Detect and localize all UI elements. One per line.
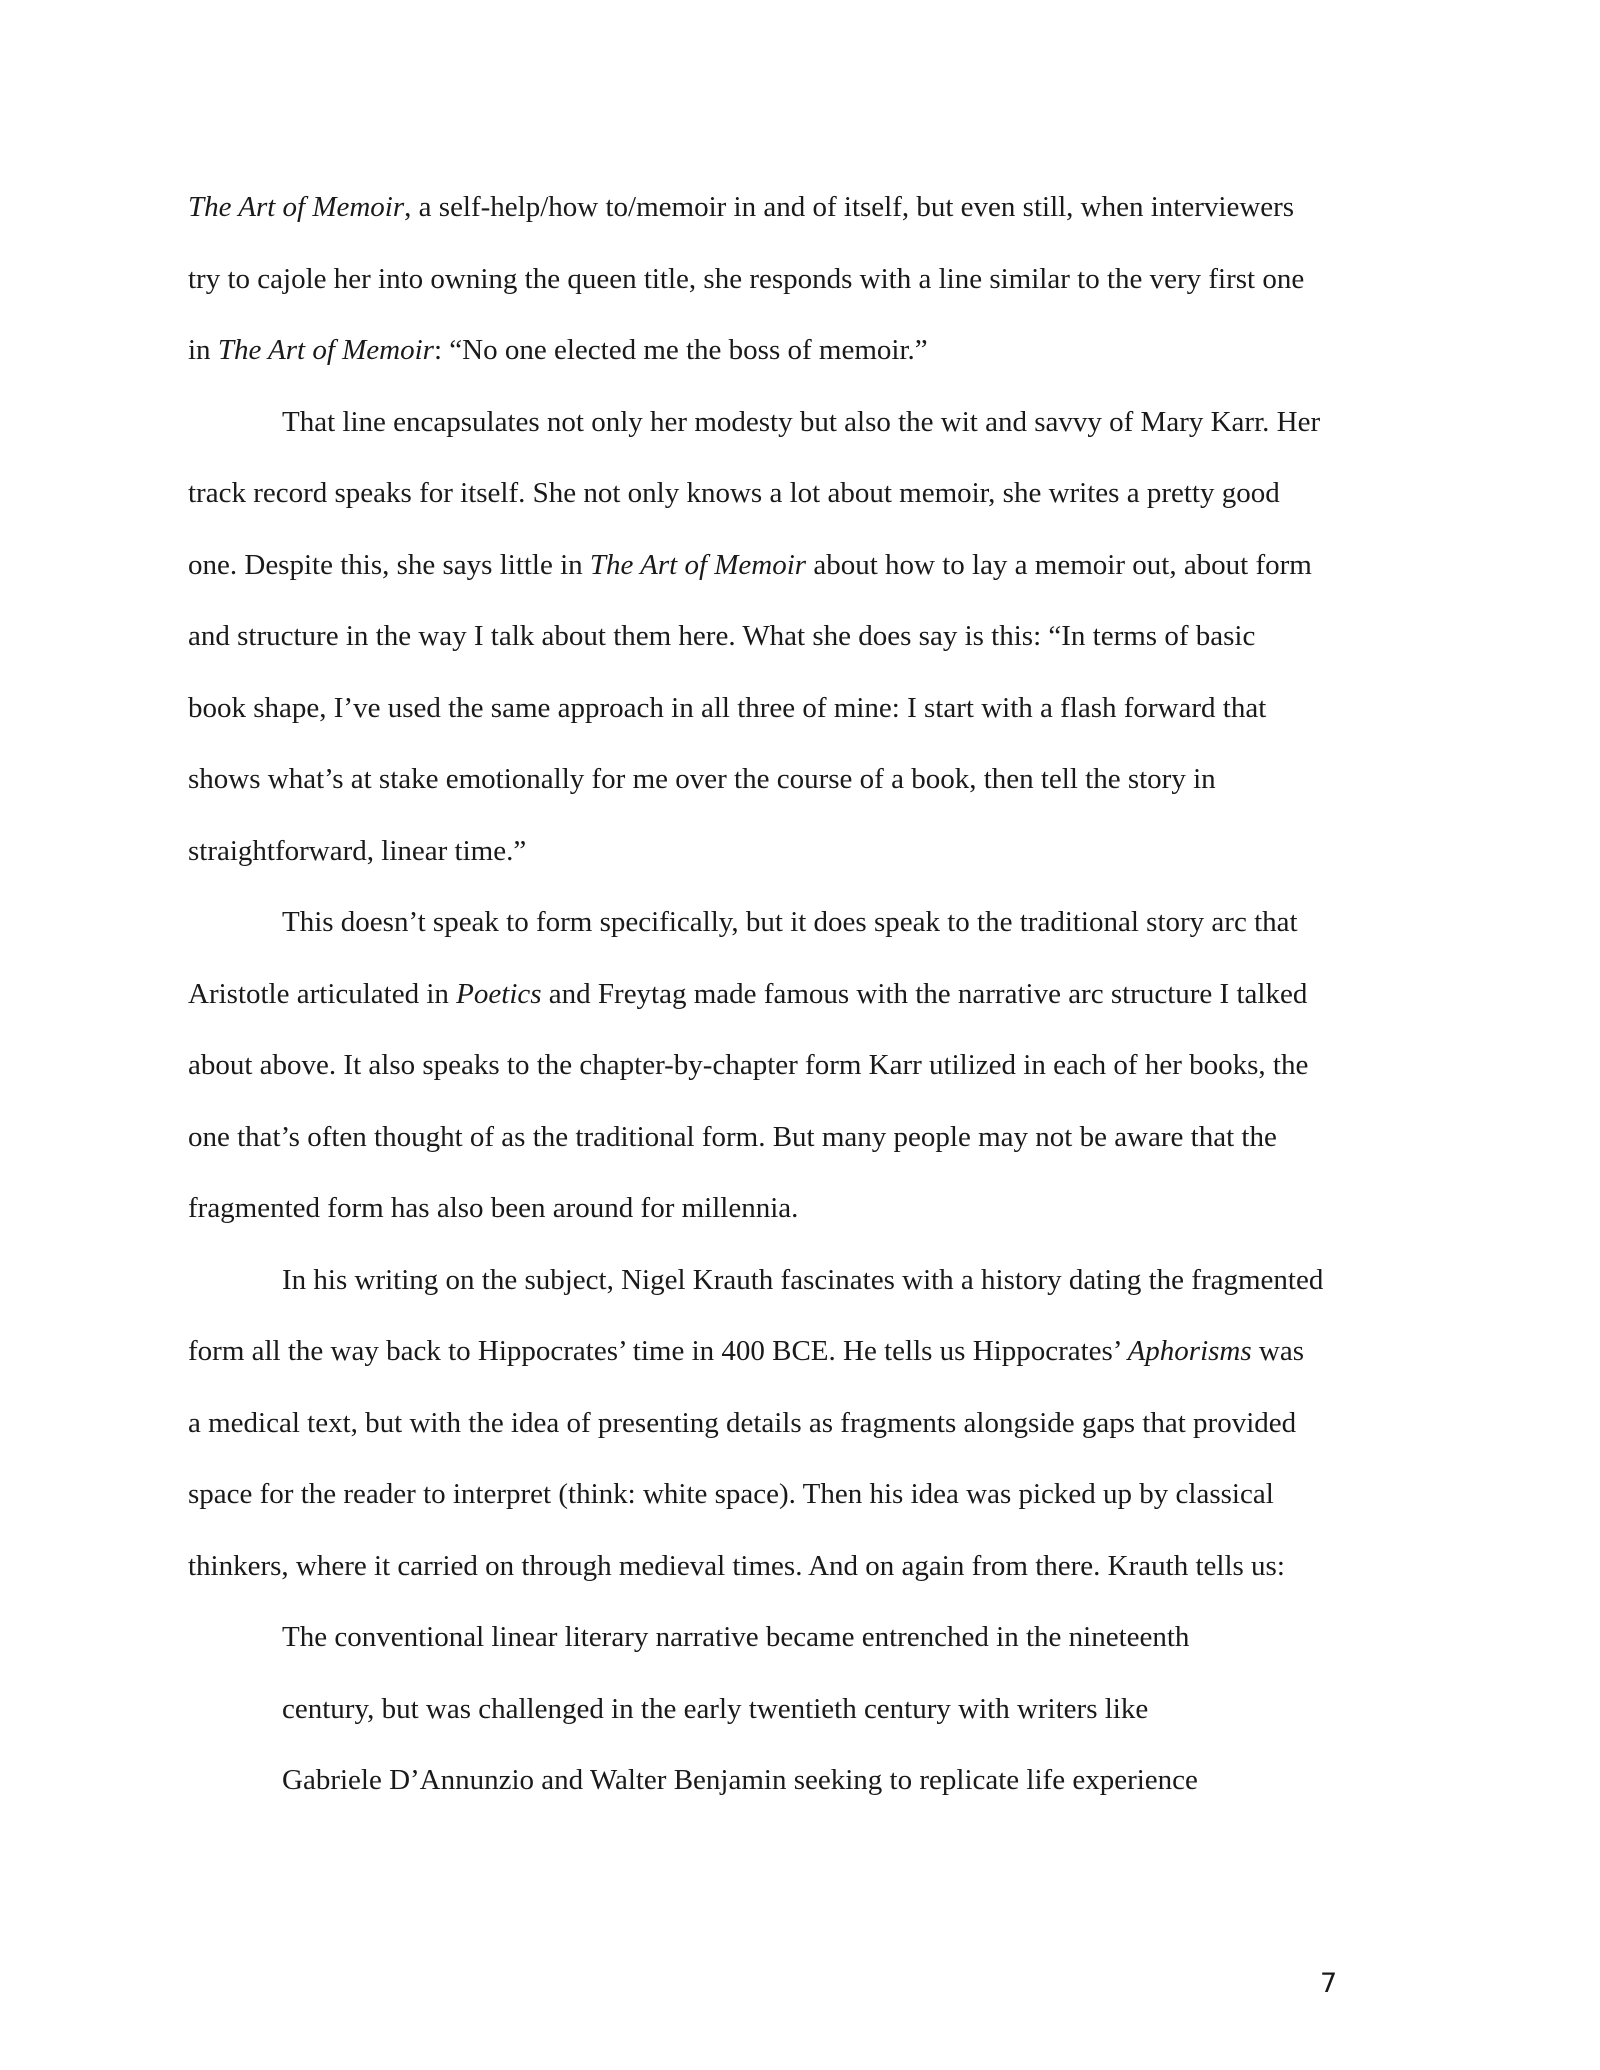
text-run: try to cajole her into owning the queen title, she responds with a line similar to the very first one [188,262,1305,295]
paragraph-line [188,1474,1274,1514]
text-run: fragmented form has also been around for millennia. [188,1192,799,1224]
text-run: book shape, I’ve used the same approach in all three of mine: I start with a flash forward that [188,691,1267,724]
paragraph-line [282,1260,1323,1300]
text-run: one that’s often thought of as the traditional form. But many people may not be aware that the [188,1120,1277,1153]
paragraph-line [188,187,1294,227]
text-run: form all the way back to Hippocrates’ time in 400 BCE. He tells us Hippocrates’ [188,1335,1128,1367]
block-quote-line [282,1617,1189,1657]
text-run: shows what’s at stake emotionally for me over the course of a book, then tell the story in [188,763,1216,795]
paragraph-line [188,1331,1304,1371]
italic-title: The Art of Memoir [188,191,405,223]
text-run: a medical text, but with the idea of presenting details as fragments alongside gaps that provided [188,1406,1297,1439]
text-run: , a self-help/how to/memoir in and of itself, but even still, when interviewers [404,191,1295,223]
text-run: and Freytag made famous with the narrative arc structure I talked [541,977,1308,1010]
paragraph-line [188,1403,1296,1443]
text-run: in [188,334,218,366]
paragraph-line [188,473,1280,513]
paragraph-line [282,402,1320,442]
text-run: space for the reader to interpret (think: white space). Then his idea was picked up by classical [188,1478,1274,1510]
paragraph-line [188,616,1255,656]
italic-title: Poetics [456,977,542,1010]
text-run: In his writing on the subject, Nigel Krauth fascinates with a history dating the fragmented [282,1263,1324,1296]
page-number: 7 [1320,1968,1338,1999]
text-run: and structure in the way I talk about them here. What she does say is this: “In terms of basic [188,620,1256,652]
paragraph-line [188,545,1312,585]
text-run: about how to lay a memoir out, about form [806,548,1312,581]
paragraph-line [188,330,928,370]
paragraph-line [188,974,1307,1014]
text-run: That line encapsulates not only her modesty but also the wit and savvy of Mary Karr. Her [282,405,1321,438]
paragraph-line [188,1045,1308,1085]
text-run: about above. It also speaks to the chapter-by-chapter form Karr utilized in each of her books, the [188,1049,1309,1081]
paragraph-line [188,1188,798,1228]
text-run: Aristotle articulated in [188,977,457,1010]
text-run: straightforward, linear time.” [188,834,527,867]
block-quote-line [282,1760,1198,1800]
paragraph-line [188,1117,1277,1157]
block-quote-line [282,1689,1148,1729]
text-run: track record speaks for itself. She not only knows a lot about memoir, she writes a pretty good [188,477,1280,509]
paragraph-line [188,688,1266,728]
text-run: thinkers, where it carried on through medieval times. And on again from there. Krauth tells us: [188,1549,1285,1582]
paragraph-line [188,831,526,871]
text-run: century, but was challenged in the early twentieth century with writers like [282,1692,1149,1725]
text-run: was [1251,1335,1305,1367]
paragraph-line [188,259,1304,299]
paragraph-line [188,1546,1285,1586]
text-run: This doesn’t speak to form specifically, but it does speak to the traditional story arc that [282,906,1298,938]
italic-title: Aphorisms [1127,1335,1252,1367]
text-run: : “No one elected me the boss of memoir.” [433,334,928,366]
paragraph-line [282,902,1298,942]
text-run: Gabriele D’Annunzio and Walter Benjamin seeking to replicate life experience [282,1764,1198,1796]
paragraph-line [188,759,1216,799]
italic-title: The Art of Memoir [589,548,807,581]
text-run: The conventional linear literary narrative became entrenched in the nineteenth [282,1621,1190,1653]
italic-title: The Art of Memoir [217,334,434,366]
text-run: one. Despite this, she says little in [188,548,590,581]
